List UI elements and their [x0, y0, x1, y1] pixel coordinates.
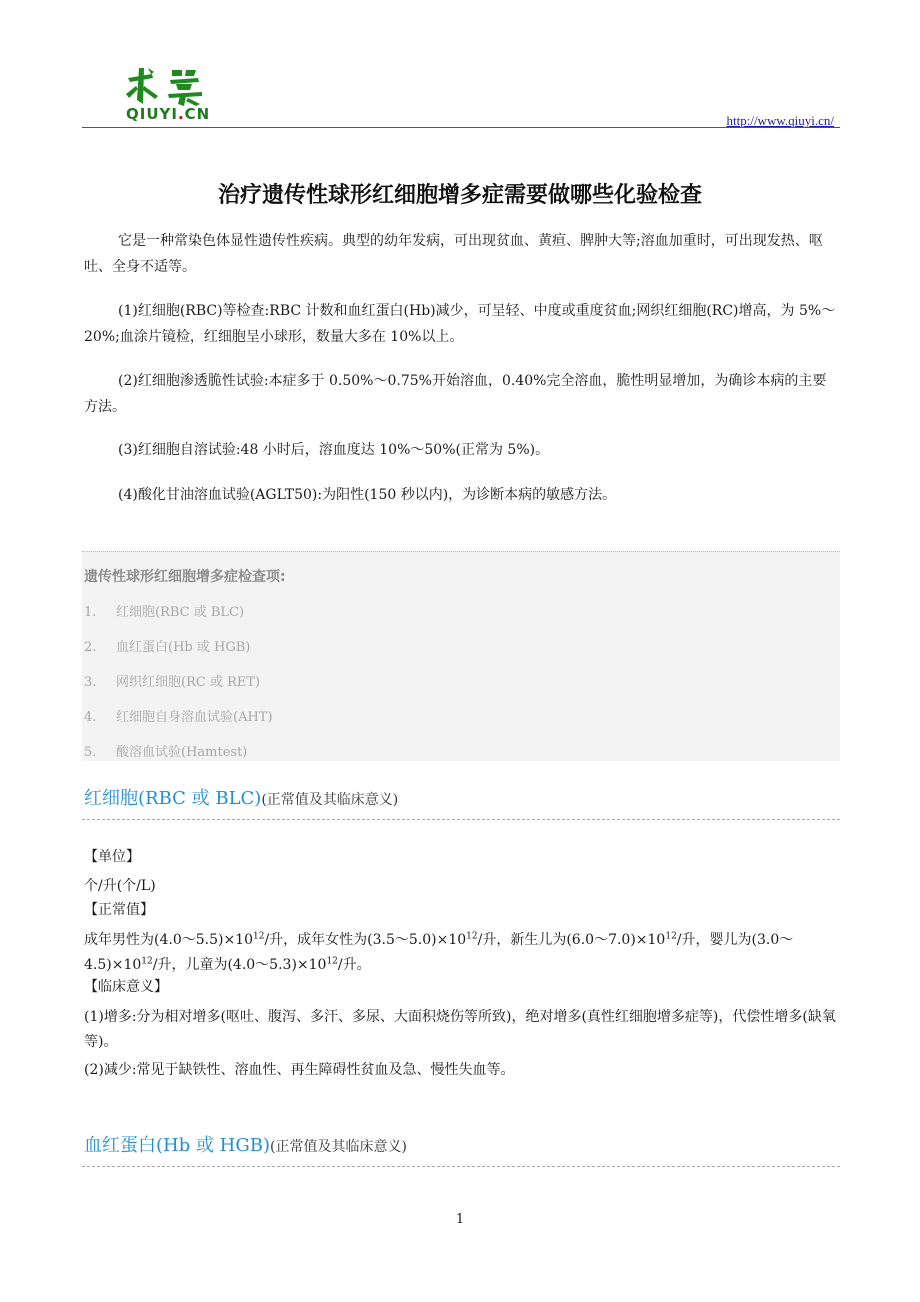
- normal-value-segment: /升，婴儿为(3.0～4.5)×10: [84, 932, 794, 973]
- check-item-label: 酸溶血试验(Hamtest): [116, 745, 248, 760]
- check-item-link[interactable]: [84, 671, 260, 690]
- normal-value-text: [84, 928, 840, 978]
- intro-paragraph: 它是一种常染色体显性遗传性疾病。典型的幼年发病，可出现贫血、黄疸、脾肿大等;溶血加重时，可出现发热、呕吐、全身不适等。: [84, 233, 823, 275]
- check-item-link[interactable]: [84, 601, 244, 620]
- header-divider: [82, 127, 840, 128]
- clinical-significance-label: 【临床意义】: [84, 979, 168, 995]
- check-item-number: 2.: [84, 640, 97, 655]
- check-item-link[interactable]: [84, 636, 250, 655]
- logo-wordmark-dot: .: [177, 105, 185, 123]
- logo-wordmark-tail: CN: [184, 105, 211, 123]
- check-item-link[interactable]: [84, 741, 247, 760]
- logo-calligraphy-icon: [122, 64, 218, 108]
- unit-label: 【单位】: [84, 849, 140, 865]
- check-item-label: 红细胞(RBC 或 BLC): [116, 605, 245, 620]
- hb-section-subtitle: (正常值及其临床意义): [270, 1139, 407, 1155]
- section-divider: [82, 1166, 840, 1167]
- check-item-link[interactable]: [84, 706, 273, 725]
- check-item-label: 红细胞自身溶血试验(AHT): [116, 710, 273, 725]
- autohemolysis-paragraph: (3)红细胞自溶试验:48 小时后，溶血度达 10%～50%(正常为 5%)。: [118, 442, 550, 458]
- exponent: 12: [665, 931, 677, 942]
- osmotic-fragility-paragraph: (2)红细胞渗透脆性试验:本症多于 0.50%～0.75%开始溶血，0.40%完全溶血，脆性明显增加，为确诊本病的主要方法。: [84, 373, 827, 415]
- clinical-increase-text: (1)增多:分为相对增多(呕吐、腹泻、多汗、多尿、大面积烧伤等所致)，绝对增多(真性红细胞增多症等)，代偿性增多(缺氧等)。: [84, 1009, 836, 1050]
- logo-wordmark-main: QIUYI: [126, 105, 178, 123]
- page-number: 1: [455, 1212, 465, 1227]
- exponent: 12: [466, 931, 478, 942]
- document-title: 治疗遗传性球形红细胞增多症需要做哪些化验检查: [217, 183, 702, 208]
- check-item-number: 5.: [84, 745, 97, 760]
- hb-section-heading: [84, 1131, 407, 1157]
- normal-value-segment: /升，儿童为(4.0～5.3)×10: [152, 957, 327, 973]
- rbc-section-subtitle: (正常值及其临床意义): [261, 792, 399, 808]
- clinical-decrease-text: (2)减少:常见于缺铁性、溶血性、再生障碍性贫血及急、慢性失血等。: [84, 1062, 515, 1078]
- check-item-label: 血红蛋白(Hb 或 HGB): [116, 640, 251, 655]
- rbc-section-title[interactable]: 红细胞(RBC 或 BLC): [84, 788, 262, 809]
- rbc-section-heading: [84, 784, 398, 810]
- site-url-link[interactable]: http://www.qiuyi.cn/: [726, 113, 834, 128]
- check-item-label: 网织红细胞(RC 或 RET): [116, 675, 261, 690]
- check-item-number: 1.: [84, 605, 97, 620]
- qiuyi-logo: [122, 64, 218, 108]
- unit-value: 个/升(个/L): [84, 878, 156, 894]
- rbc-exam-paragraph: (1)红细胞(RBC)等检查:RBC 计数和血红蛋白(Hb)减少，可呈轻、中度或重度贫血;网织红细胞(RC)增高，为 5%～20%;血涂片镜检，红细胞呈小球形，数量大多在 10%以上。: [84, 303, 836, 345]
- normal-value-segment: 成年男性为(4.0～5.5)×10: [84, 932, 253, 948]
- exponent: 12: [141, 956, 153, 967]
- exponent: 12: [253, 931, 265, 942]
- check-item-number: 3.: [84, 675, 97, 690]
- normal-value-label: 【正常值】: [84, 902, 154, 918]
- normal-value-segment: /升。: [337, 957, 371, 973]
- logo-wordmark: [126, 105, 210, 123]
- check-item-number: 4.: [84, 710, 97, 725]
- check-items-heading: 遗传性球形红细胞增多症检查项:: [84, 569, 286, 585]
- normal-value-segment: /升，新生儿为(6.0～7.0)×10: [477, 932, 666, 948]
- section-divider: [82, 819, 840, 820]
- aglt-paragraph: (4)酸化甘油溶血试验(AGLT50):为阳性(150 秒以内)，为诊断本病的敏感方法。: [118, 487, 617, 503]
- hb-section-title[interactable]: 血红蛋白(Hb 或 HGB): [84, 1135, 271, 1156]
- exponent: 12: [326, 956, 338, 967]
- normal-value-segment: /升，成年女性为(3.5～5.0)×10: [264, 932, 467, 948]
